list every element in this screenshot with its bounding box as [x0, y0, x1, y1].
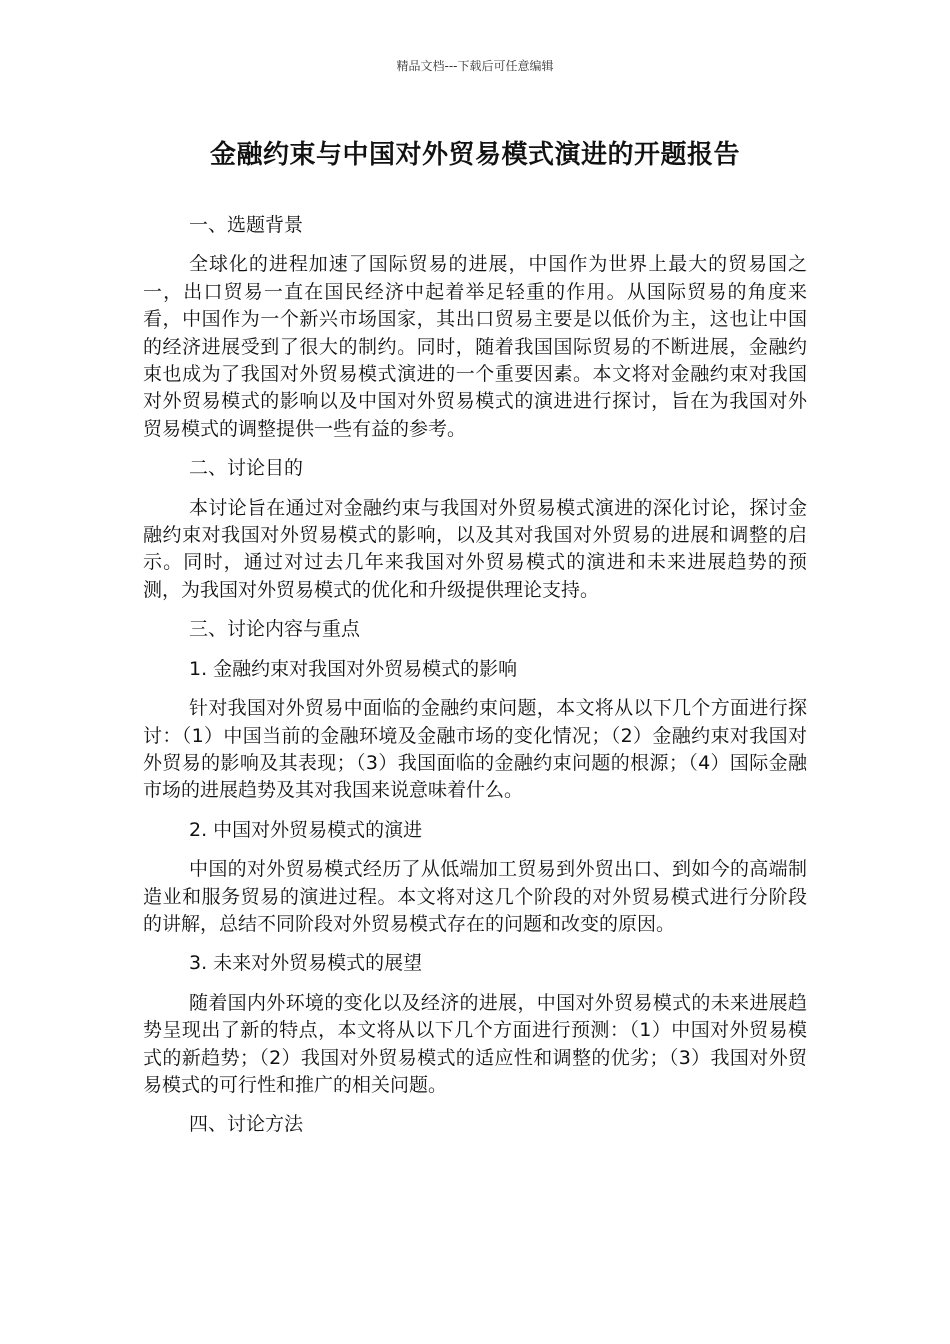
paragraph-subsection-1: 针对我国对外贸易中面临的金融约束问题，本文将从以下几个方面进行探讨：（1）中国当前的金融环境及金融市场的变化情况；（2）金融约束对我国对外贸易的影响及其表现；（3）我国面临的金融约束问题的根源；（4）国际金融市场的进展趋势及其对我国来说意味着什么。: [143, 697, 807, 802]
page-header-watermark: 精品文档---下载后可任意编辑: [396, 59, 554, 73]
subsection-heading-1: 1. 金融约束对我国对外贸易模式的影响: [189, 657, 518, 680]
subsection-heading-2: 2. 中国对外贸易模式的演进: [189, 818, 423, 841]
document-title: 金融约束与中国对外贸易模式演进的开题报告: [209, 140, 740, 170]
paragraph-subsection-3: 随着国内外环境的变化以及经济的进展，中国对外贸易模式的未来进展趋势呈现出了新的特点，本文将从以下几个方面进行预测：（1）中国对外贸易模式的新趋势；（2）我国对外贸易模式的适应性和调整的优劣；（3）我国对外贸易模式的可行性和推广的相关问题。: [143, 991, 807, 1096]
paragraph-purpose: 本讨论旨在通过对金融约束与我国对外贸易模式演进的深化讨论，探讨金融约束对我国对外贸易模式的影响，以及其对我国对外贸易的进展和调整的启示。同时，通过对过去几年来我国对外贸易模式的演进和未来进展趋势的预测，为我国对外贸易模式的优化和升级提供理论支持。: [143, 496, 807, 601]
section-heading-method: 四、讨论方法: [189, 1113, 304, 1136]
section-heading-purpose: 二、讨论目的: [189, 457, 304, 480]
document-body: [143, 212, 807, 1151]
paragraph-subsection-2: 中国的对外贸易模式经历了从低端加工贸易到外贸出口、到如今的高端制造业和服务贸易的演进过程。本文将对这几个阶段的对外贸易模式进行分阶段的讲解，总结不同阶段对外贸易模式存在的问题和改变的原因。: [143, 858, 807, 935]
subsection-heading-3: 3. 未来对外贸易模式的展望: [189, 952, 423, 975]
paragraph-background: 全球化的进程加速了国际贸易的进展，中国作为世界上最大的贸易国之一，出口贸易一直在国民经济中起着举足轻重的作用。从国际贸易的角度来看，中国作为一个新兴市场国家，其出口贸易主要是以低价为主，这也让中国的经济进展受到了很大的制约。同时，随着我国国际贸易的不断进展，金融约束也成为了我国对外贸易模式演进的一个重要因素。本文将对金融约束对我国对外贸易模式的影响以及中国对外贸易模式的演进进行探讨，旨在为我国对外贸易模式的调整提供一些有益的参考。: [143, 253, 807, 440]
section-heading-background: 一、选题背景: [189, 214, 304, 236]
section-heading-content: 三、讨论内容与重点: [189, 618, 361, 641]
